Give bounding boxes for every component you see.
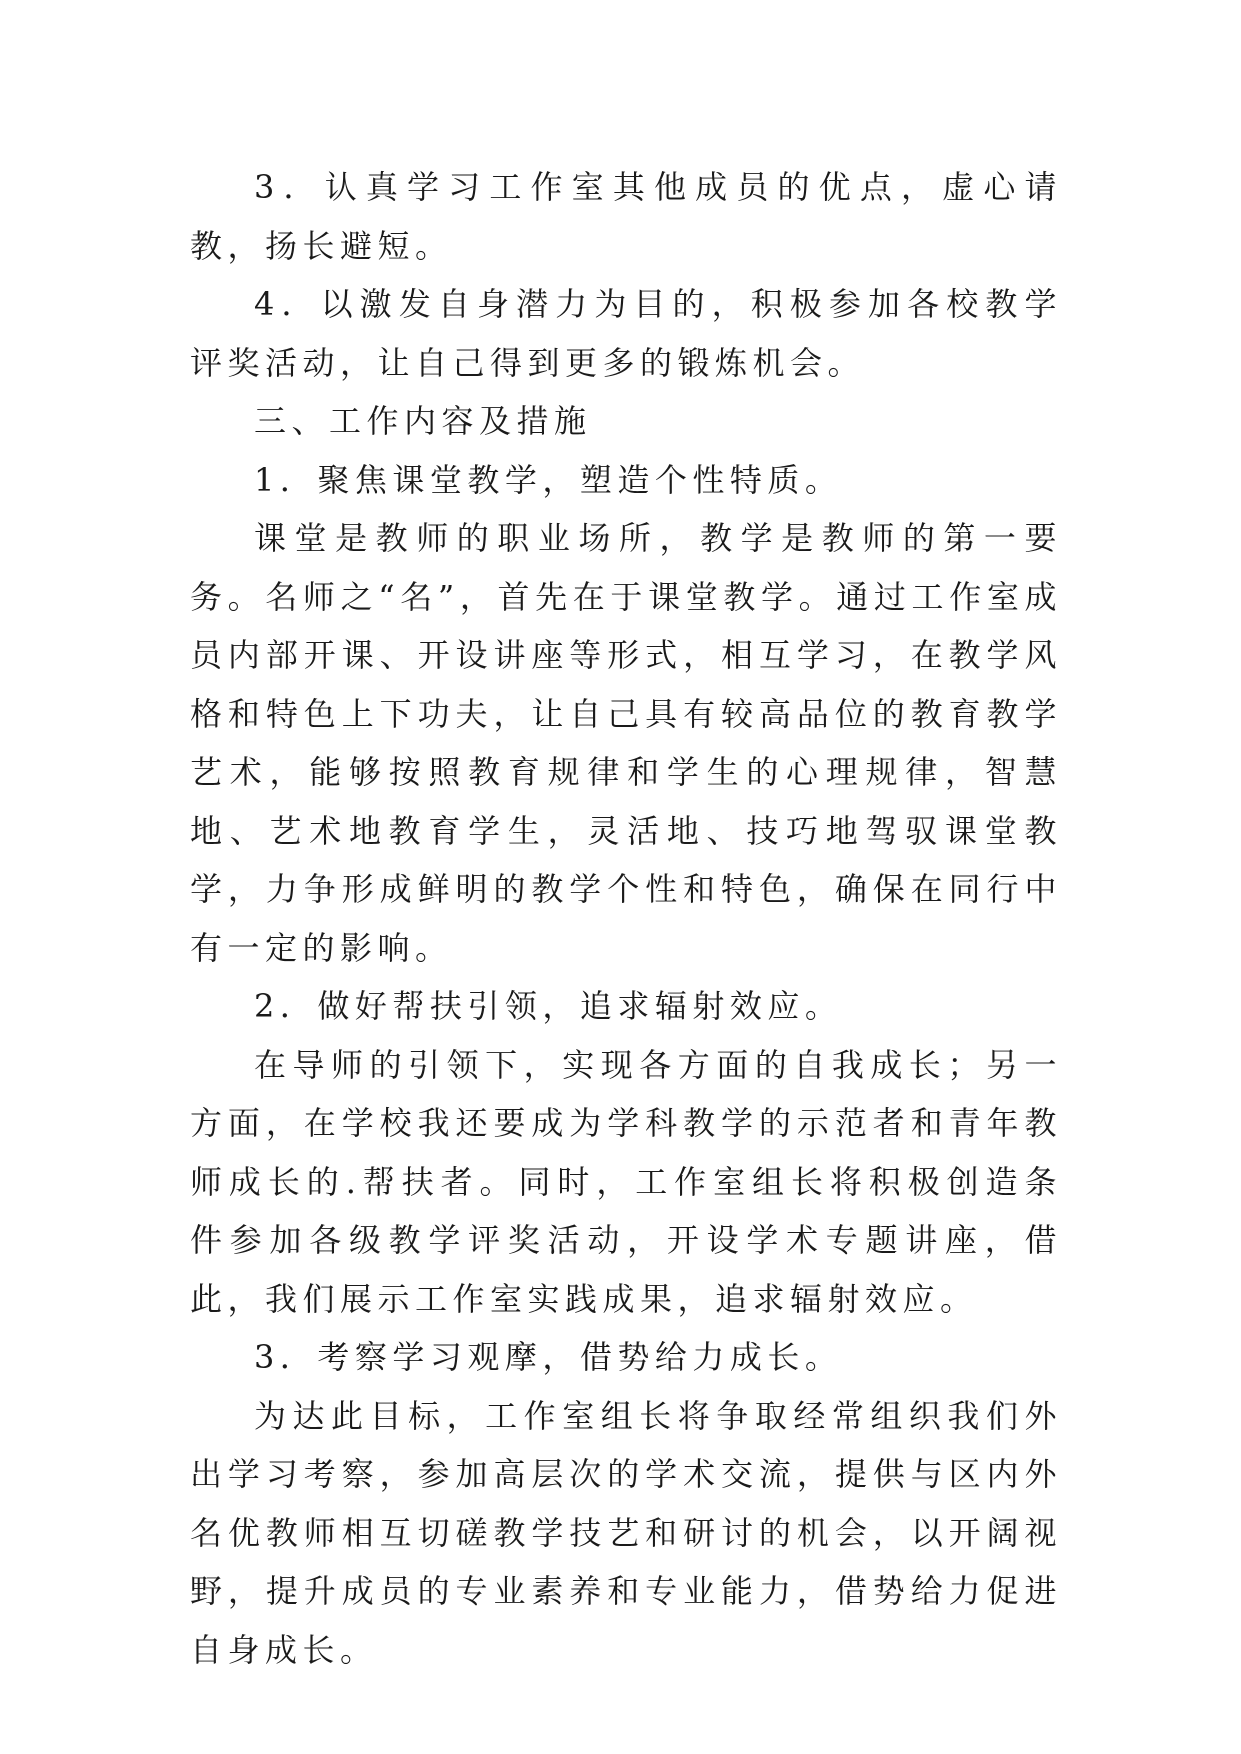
paragraph-classroom-teaching: 课堂是教师的职业场所，教学是教师的第一要务。名师之“名”，首先在于课堂教学。通过工作室成员内部开课、开设讲座等形式，相互学习，在教学风格和特色上下功夫，让自己具有较高品位的教育教学艺术，能够按照教育规律和学生的心理规律，智慧地、艺术地教育学生，灵活地、技巧地驾驭课堂教学，力争形成鲜明的教学个性和特色，确保在同行中有一定的影响。 <box>190 519 1062 967</box>
subheading-classroom-teaching: 1．聚焦课堂教学，塑造个性特质。 <box>254 460 843 499</box>
section-heading-work-content: 三、工作内容及措施 <box>254 402 592 440</box>
subheading-mentoring: 2．做好帮扶引领，追求辐射效应。 <box>254 987 843 1025</box>
paragraph-mentoring: 在导师的引领下，实现各方面的自我成长；另一方面，在学校我还要成为学科教学的示范者和青年教师成长的.帮扶者。同时，工作室组长将积极创造条件参加各级教学评奖活动，开设学术专题讲座，借此，我们展示工作室实践成果，追求辐射效应。 <box>190 1045 1062 1318</box>
paragraph-learn-from-members: 3．认真学习工作室其他成员的优点，虚心请教，扬长避短。 <box>190 168 1062 265</box>
subheading-study-visits: 3．考察学习观摩，借势给力成长。 <box>254 1338 843 1376</box>
document-body <box>190 158 1062 1679</box>
paragraph-study-visits: 为达此目标，工作室组长将争取经常组织我们外出学习考察，参加高层次的学术交流，提供与区内外名优教师相互切磋教学技艺和研讨的机会，以开阔视野，提升成员的专业素养和专业能力，借势给力促进自身成长。 <box>190 1396 1062 1669</box>
paragraph-participate-activities: 4．以激发自身潜力为目的，积极参加各校教学评奖活动，让自己得到更多的锻炼机会。 <box>190 285 1062 382</box>
